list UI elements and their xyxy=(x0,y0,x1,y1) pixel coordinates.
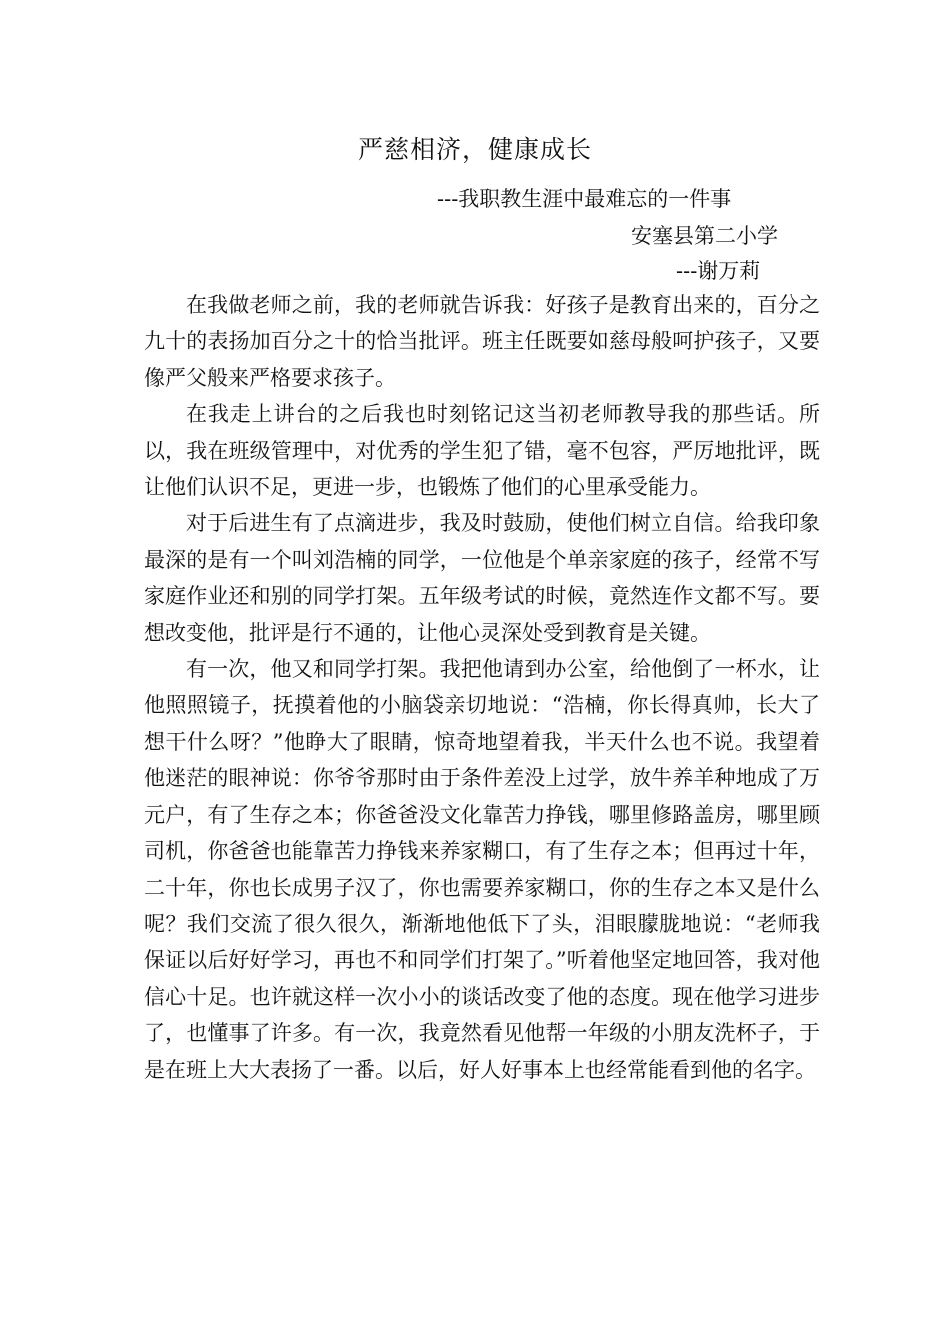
document-body xyxy=(144,287,820,1088)
document-title: 严慈相济，健康成长 xyxy=(357,135,592,164)
paragraph-2: 在我走上讲台的之后我也时刻铭记这当初老师教导我的那些话。所以，我在班级管理中，对优秀的学生犯了错，毫不包容，严厉地批评，既让他们认识不足，更进一步，也锻炼了他们的心里承受能力。 xyxy=(144,402,820,500)
school-name: 安塞县第二小学 xyxy=(631,224,778,248)
paragraph-3: 对于后进生有了点滴进步，我及时鼓励，使他们树立自信。给我印象最深的是有一个叫刘浩楠的同学，一位他是个单亲家庭的孩子，经常不写家庭作业还和别的同学打架。五年级考试的时候，竟然连作文都不写。要想改变他，批评是行不通的，让他心灵深处受到教育是关键。 xyxy=(144,511,820,645)
paragraph-1: 在我做老师之前，我的老师就告诉我：好孩子是教育出来的，百分之九十的表扬加百分之十的恰当批评。班主任既要如慈母般呵护孩子，又要像严父般来严格要求孩子。 xyxy=(144,293,820,390)
author-name: ---谢万莉 xyxy=(676,259,761,283)
document-subtitle: ---我职教生涯中最难忘的一件事 xyxy=(437,187,732,211)
paragraph-4: 有一次，他又和同学打架。我把他请到办公室，给他倒了一杯水，让他照照镜子，抚摸着他的小脑袋亲切地说：“浩楠，你长得真帅，长大了想干什么呀？”他睁大了眼睛，惊奇地望着我，半天什么也不说。我望着他迷茫的眼神说：你爷爷那时由于条件差没上过学，放牛养羊种地成了万元户，有了生存之本；你爸爸没文化靠苦力挣钱，哪里修路盖房，哪里顾司机，你爸爸也能靠苦力挣钱来养家糊口，有了生存之本；但再过十年，二十年，你也长成男子汉了，你也需要养家糊口，你的生存之本又是什么呢？我们交流了很久很久，渐渐地他低下了头，泪眼朦胧地说：“老师我保证以后好好学习，再也不和同学们打架了。”听着他坚定地回答，我对他信心十足。也许就这样一次小小的谈话改变了他的态度。现在他学习进步了，也懂事了许多。有一次，我竟然看见他帮一年级的小朋友洗杯子，于是在班上大大表扬了一番。以后，好人好事本上也经常能看到他的名字。 xyxy=(144,657,820,1082)
